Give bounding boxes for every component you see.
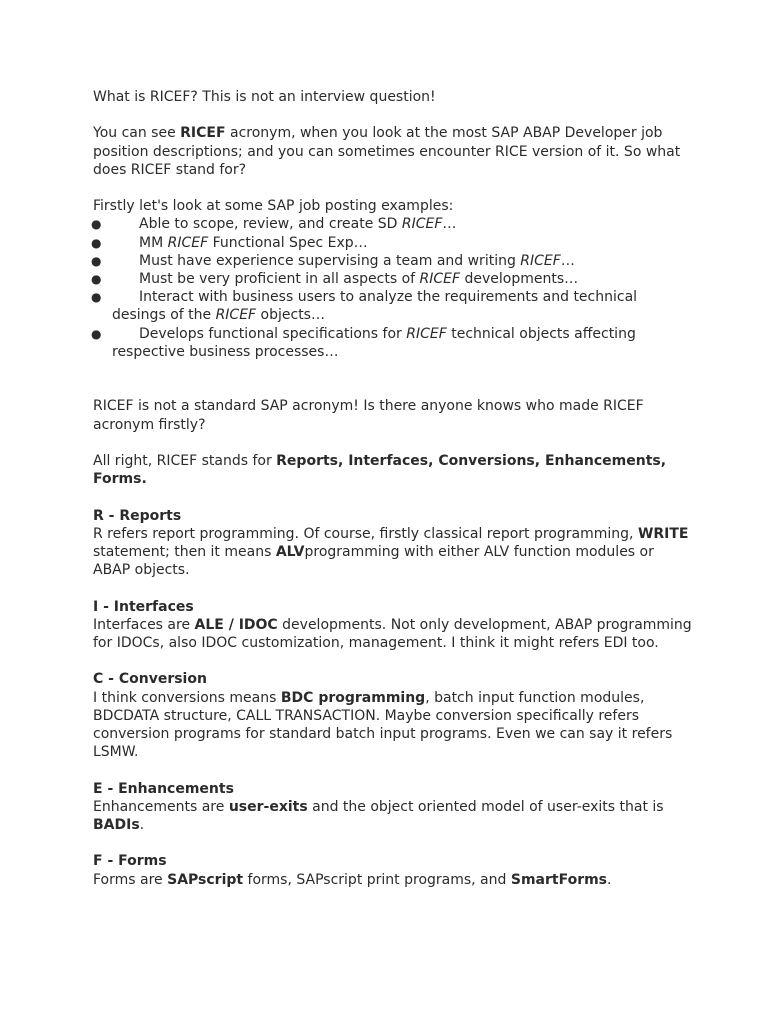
section-body-conversion: I think conversions means BDC programming, batch input function modules, BDCDATA structure, CALL TRANSACTION. Maybe conversion specifically refers conversion programs for standard batch input programs. Even we can say it refers LSMW. <box>93 689 673 761</box>
stands-for-bold: Reports, Interfaces, Conversions, Enhancements, Forms. <box>93 452 667 488</box>
not-standard-paragraph: RICEF is not a standard SAP acronym! Is there anyone knows who made RICEF acronym firstly? <box>93 398 644 433</box>
section-title-enhancements: E - Enhancements <box>93 780 234 797</box>
section-title-forms: F - Forms <box>93 853 167 870</box>
intro-paragraph: You can see RICEF acronym, when you look at the most SAP ABAP Developer job position descriptions; and you can sometimes encounter RICE version of it. So what does RICEF stand for? <box>93 125 681 178</box>
job-examples-list <box>93 215 693 361</box>
list-item: ● Able to scope, review, and create SD RICEF… <box>91 216 457 233</box>
list-item: ● MM RICEF Functional Spec Exp… <box>91 234 368 251</box>
section-title-interfaces: I - Interfaces <box>93 598 194 615</box>
section-body-reports: R refers report programming. Of course, firstly classical report programming, WRITE statement; then it means ALVprogramming with either ALV function modules or ABAP objects. <box>93 525 689 579</box>
document-body <box>93 88 693 889</box>
intro-question: What is RICEF? This is not an interview question! <box>93 89 436 105</box>
ricef-bold: RICEF <box>180 125 226 142</box>
bullet-icon: ● <box>91 272 102 286</box>
bullet-icon: ● <box>91 326 102 341</box>
stands-for-paragraph: All right, RICEF stands for Reports, Interfaces, Conversions, Enhancements, Forms. <box>93 452 667 488</box>
list-item: ● Develops functional specifications for RICEF technical objects affecting respective business processes… <box>91 325 636 360</box>
section-title-conversion: C - Conversion <box>93 671 207 688</box>
section-title-reports: R - Reports <box>93 507 182 524</box>
section-body-interfaces: Interfaces are ALE / IDOC developments. Not only development, ABAP programming for IDOCs, also IDOC customization, management. I think it might refers EDI too. <box>93 616 692 651</box>
list-item: ● Interact with business users to analyze the requirements and technical desings of the RICEF objects… <box>91 289 638 324</box>
bullet-icon: ● <box>91 235 102 250</box>
examples-intro: Firstly let's look at some SAP job posting examples: <box>93 198 454 215</box>
bullet-icon: ● <box>91 290 102 305</box>
section-body-forms: Forms are SAPscript forms, SAPscript print programs, and SmartForms. <box>93 871 612 888</box>
bullet-icon: ● <box>91 253 102 268</box>
bullet-icon: ● <box>91 217 102 232</box>
list-item: ● Must be very proficient in all aspects of RICEF developments… <box>91 271 579 287</box>
list-item: ● Must have experience supervising a team and writing RICEF… <box>91 252 575 269</box>
section-body-enhancements: Enhancements are user-exits and the object oriented model of user-exits that is BADIs. <box>93 798 664 833</box>
